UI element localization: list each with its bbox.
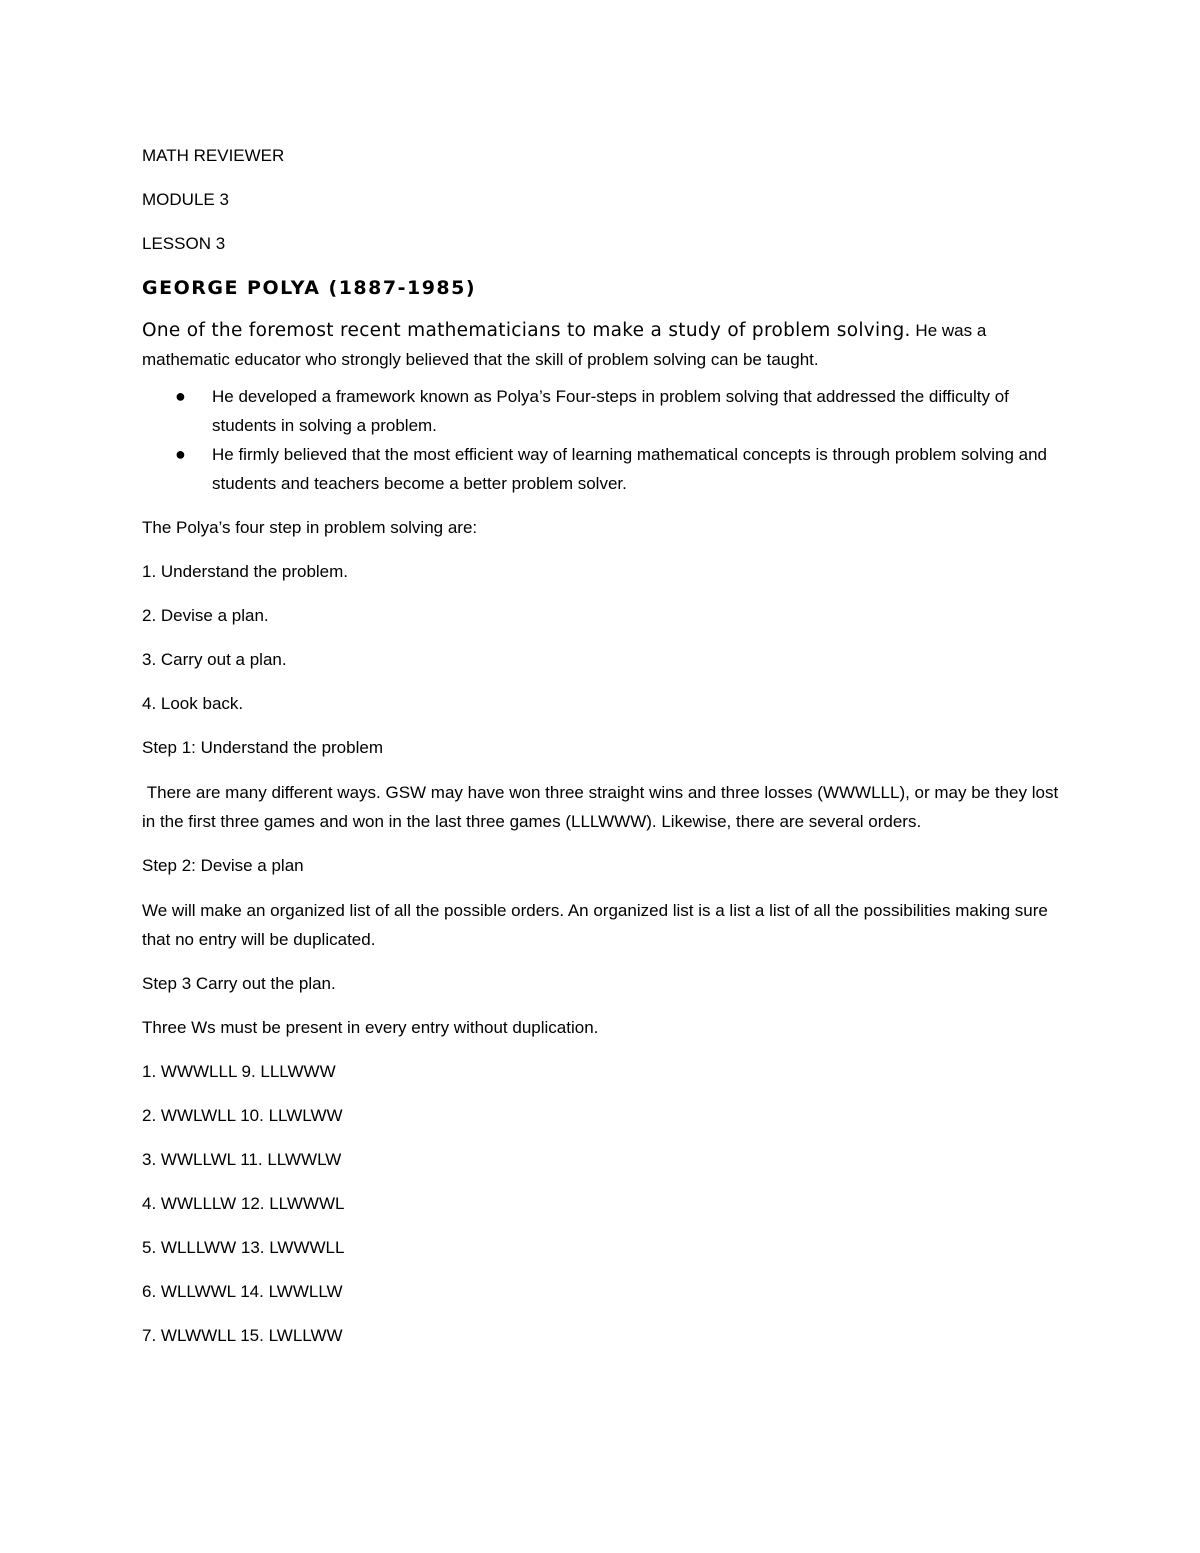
step-item: 3. Carry out a plan. [142,650,287,669]
page-title: GEORGE POLYA (1887-1985) [142,277,477,299]
bullet-list [142,382,1062,498]
list-item: 7. WLWWLL 15. LWLLWW [142,1326,343,1345]
step-item: 4. Look back. [142,694,244,713]
bullet-text: He developed a framework known as Polya’s Four-steps in problem solving that addressed the difficulty of students in solving a problem. [212,387,1009,435]
bullet-icon: ● [175,444,186,464]
intro-paragraph [142,316,1062,374]
steps-intro: The Polya’s four step in problem solving are: [142,518,478,537]
header-math-reviewer: MATH REVIEWER [142,146,285,165]
bullet-text: He firmly believed that the most efficient way of learning mathematical concepts is through problem solving and students and teachers become a better problem solver. [212,445,1048,493]
list-item: 6. WLLWWL 14. LWWLLW [142,1282,343,1301]
step1-heading: Step 1: Understand the problem [142,738,383,757]
step3-heading: Step 3 Carry out the plan. [142,974,336,993]
intro-rest: He was a mathematic educator who strongly believed that the skill of problem solving can be taught. [142,321,987,369]
step2-body: We will make an organized list of all the possible orders. An organized list is a list a list of all the possibilities making sure that no entry will be duplicated. [142,901,1048,949]
list-item: 3. WWLLWL 11. LLWWLW [142,1150,342,1169]
intro-lead: One of the foremost recent mathematicians to make a study of problem solving. [142,320,911,341]
list-item: 2. WWLWLL 10. LLWLWW [142,1106,343,1125]
step-item: 2. Devise a plan. [142,606,269,625]
list-item: 4. WWLLLW 12. LLWWWL [142,1194,345,1213]
bullet-item [142,382,1052,440]
header-lesson: LESSON 3 [142,234,226,253]
document-body [142,142,1062,1366]
step1-body: There are many different ways. GSW may have won three straight wins and three losses (WWWLLL), or may be they lost in the first three games and won in the last three games (LLLWWW). Likewise, there are several orders. [142,783,1063,831]
step2-heading: Step 2: Devise a plan [142,856,304,875]
list-item: 5. WLLLWW 13. LWWWLL [142,1238,345,1257]
header-module: MODULE 3 [142,190,229,209]
list-item: 1. WWWLLL 9. LLLWWW [142,1062,336,1081]
step-item: 1. Understand the problem. [142,562,349,581]
bullet-icon: ● [175,386,186,406]
bullet-item [142,440,1052,498]
step3-body: Three Ws must be present in every entry without duplication. [142,1018,599,1037]
